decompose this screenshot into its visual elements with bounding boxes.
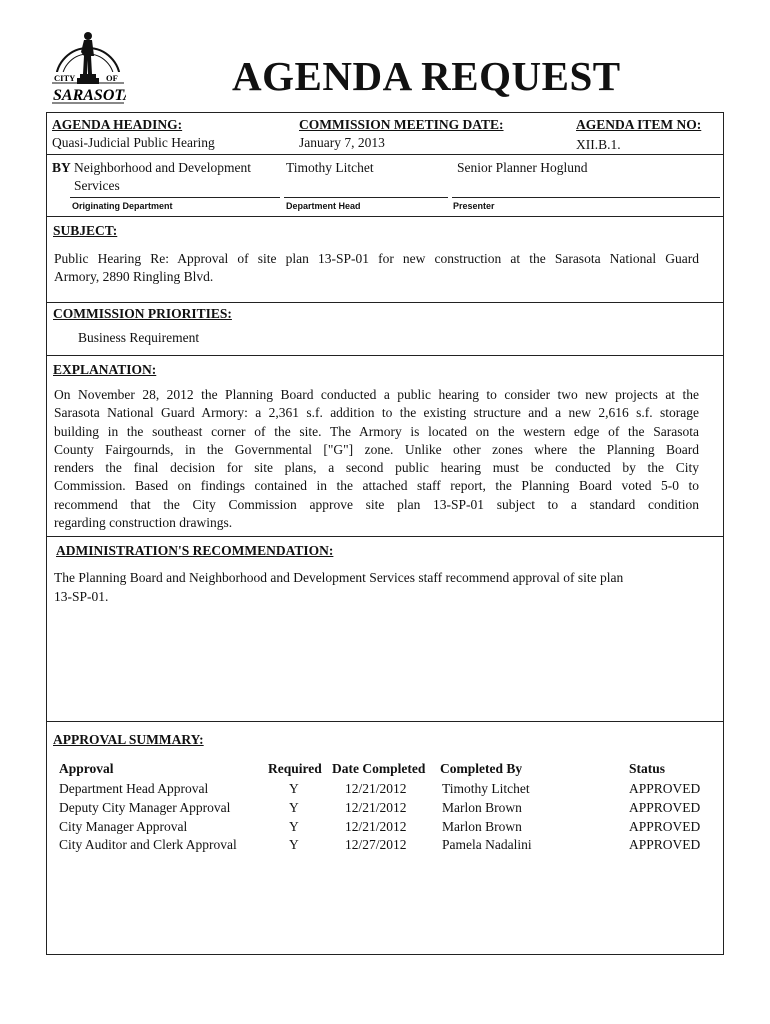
divider (46, 154, 724, 155)
header-date-completed: Date Completed (332, 761, 426, 776)
explanation-line: building in the southeast corner of the site. The Armory is located on the western edge of the Sarasota (54, 423, 699, 439)
agenda-item-no-label: AGENDA ITEM NO: (576, 117, 702, 132)
approval-date: 12/21/2012 (345, 819, 407, 834)
approval-completed-by: Pamela Nadalini (442, 837, 532, 852)
approval-date: 12/21/2012 (345, 800, 407, 815)
presenter-label: Presenter (453, 201, 495, 211)
approval-summary-label: APPROVAL SUMMARY: (53, 732, 204, 747)
explanation-line: Commission. Based on findings contained in the attached staff report, the Planning Board voted 5-0 to (54, 478, 699, 494)
divider (46, 536, 724, 537)
approval-required: Y (289, 819, 299, 834)
explanation-text (54, 386, 699, 532)
signature-line (70, 197, 280, 198)
divider (46, 216, 724, 217)
approval-completed-by: Marlon Brown (442, 819, 522, 834)
agenda-item-no-value: XII.B.1. (576, 137, 621, 152)
by-label: BY (52, 160, 71, 175)
approval-date: 12/27/2012 (345, 837, 407, 852)
department-head-label: Department Head (286, 201, 361, 211)
signature-line (452, 197, 720, 198)
divider (46, 721, 724, 722)
meeting-date-value: January 7, 2013 (299, 135, 385, 150)
approval-name: Deputy City Manager Approval (59, 800, 231, 815)
approval-status: APPROVED (629, 837, 701, 852)
header-status: Status (629, 761, 666, 776)
explanation-line: On November 28, 2012 the Planning Board conducted a public hearing to consider two new projects at the (54, 387, 699, 402)
svg-text:OF: OF (106, 73, 118, 83)
divider (46, 302, 724, 303)
approval-name: Department Head Approval (59, 781, 209, 796)
department-head-value: Timothy Litchet (286, 160, 374, 175)
recommendation-text-line2: 13-SP-01. (54, 589, 109, 604)
header-completed-by: Completed By (440, 761, 523, 776)
explanation-line: recommend that the City Commission approve site plan 13-SP-01 subject to a standard condition (54, 496, 699, 512)
meeting-date-label: COMMISSION MEETING DATE: (299, 117, 504, 132)
approval-completed-by: Marlon Brown (442, 800, 522, 815)
approval-completed-by: Timothy Litchet (442, 781, 530, 796)
presenter-value: Senior Planner Hoglund (457, 160, 588, 175)
subject-text-line2: Armory, 2890 Ringling Blvd. (54, 269, 214, 284)
approval-status: APPROVED (629, 781, 701, 796)
approval-required: Y (289, 837, 299, 852)
commission-priorities-value: Business Requirement (78, 330, 200, 345)
explanation-label: EXPLANATION: (53, 362, 157, 377)
subject-label: SUBJECT: (53, 223, 118, 238)
header-approval: Approval (59, 761, 114, 776)
agenda-heading-label: AGENDA HEADING: (52, 117, 183, 132)
administration-recommendation-label: ADMINISTRATION'S RECOMMENDATION: (56, 543, 334, 558)
divider (46, 355, 724, 356)
commission-priorities-label: COMMISSION PRIORITIES: (53, 306, 232, 321)
explanation-line: County Fairgournds, in the Governmental ["G"] zone. Unlike other zones where the Planning Board (54, 441, 699, 457)
approval-status: APPROVED (629, 800, 701, 815)
logo-sarasota-text: SARASOTA (53, 87, 126, 104)
agenda-heading-value: Quasi-Judicial Public Hearing (52, 135, 215, 150)
explanation-line: Sarasota National Guard Armory: a 2,361 s.f. addition to the existing structure and a new 2,616 s.f. storage (54, 405, 699, 421)
city-of-sarasota-logo (50, 22, 126, 108)
header-required: Required (268, 761, 322, 776)
logo-city-text: CITY (54, 73, 76, 83)
approval-required: Y (289, 781, 299, 796)
subject-text-line1: Public Hearing Re: Approval of site plan 13-SP-01 for new construction at the Sarasota National Guard (54, 251, 699, 266)
recommendation-text-line1: The Planning Board and Neighborhood and Development Services staff recommend approval of site plan (54, 570, 624, 585)
originating-department-line2: Services (74, 178, 120, 193)
approval-required: Y (289, 800, 299, 815)
page-title: AGENDA REQUEST (232, 53, 621, 99)
signature-line (284, 197, 448, 198)
explanation-line: renders the final decision for site plans, a second public hearing must be conducted by the City (54, 460, 699, 476)
approval-status: APPROVED (629, 819, 701, 834)
originating-department-line1: Neighborhood and Development (74, 160, 251, 175)
originating-department-label: Originating Department (72, 201, 173, 211)
approval-date: 12/21/2012 (345, 781, 407, 796)
explanation-line: regarding construction drawings. (54, 515, 233, 531)
approval-name: City Manager Approval (59, 819, 188, 834)
approval-name: City Auditor and Clerk Approval (59, 837, 237, 852)
